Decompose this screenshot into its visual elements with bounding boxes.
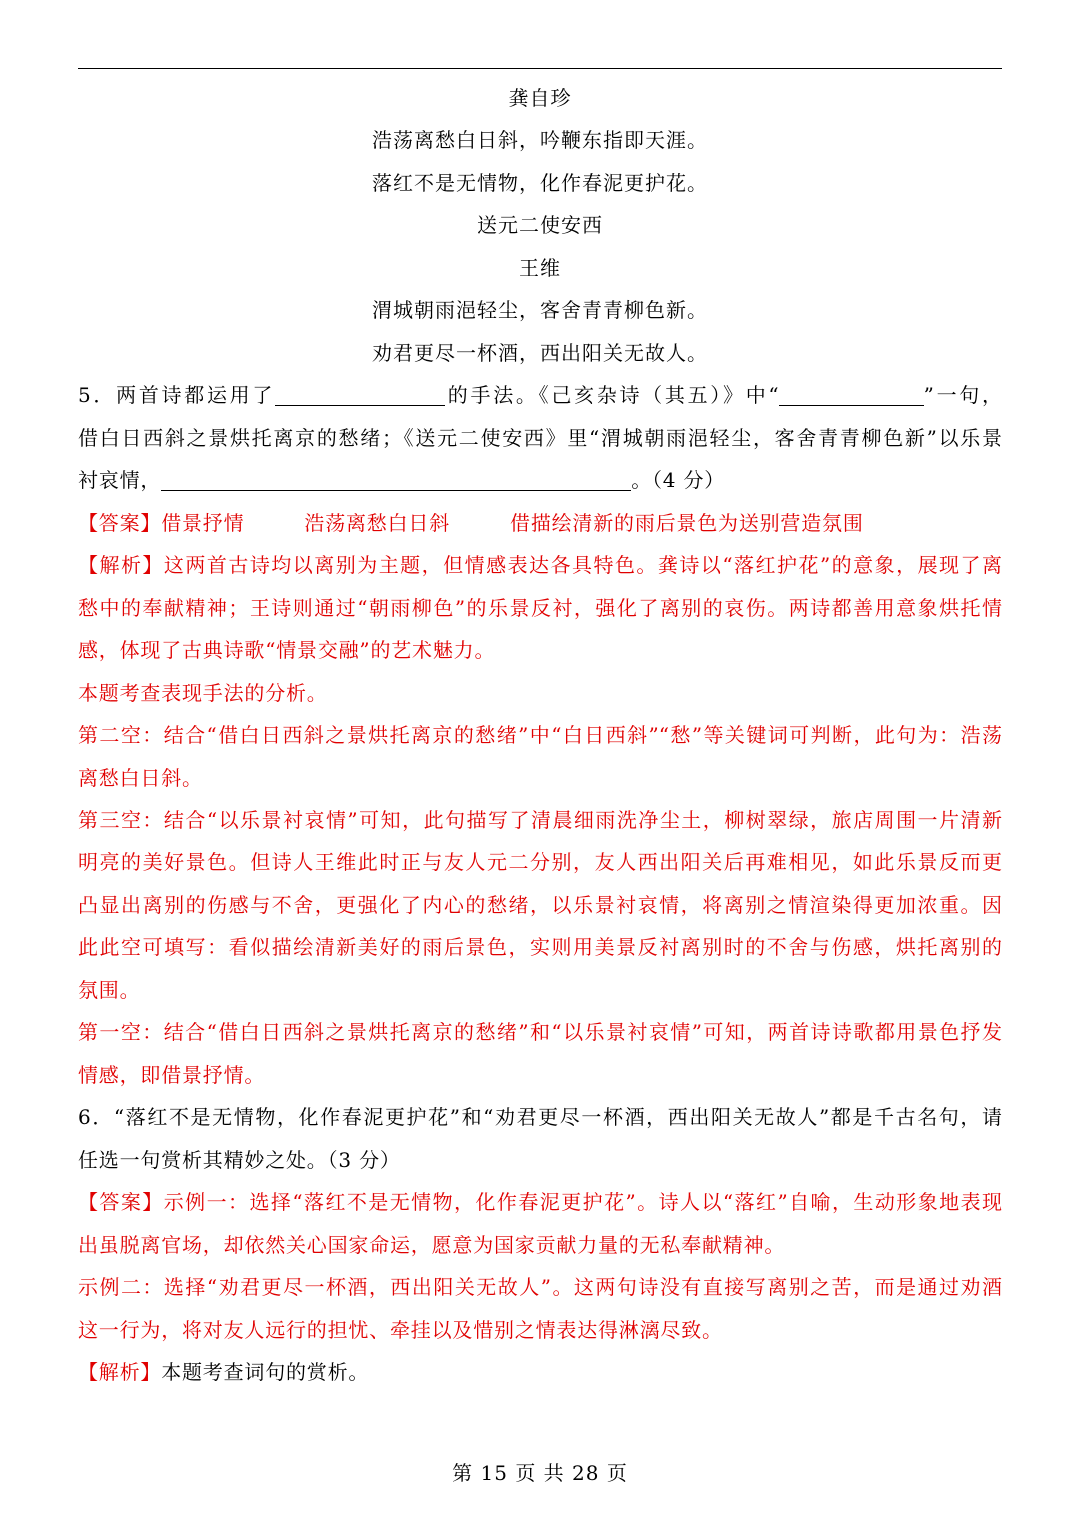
question-5-line: 借白日西斜之景烘托离京的愁绪；《送元二使安西》里“渭城朝雨浥轻尘，客舍青青柳色新”以乐景 <box>78 425 1002 450</box>
question-text: 5．两首诗都运用了 <box>78 383 276 408</box>
poem2-title: 送元二使安西 <box>477 213 603 238</box>
analysis-label: 【解析】 <box>78 1360 162 1385</box>
analysis-label: 【解析】 <box>78 553 164 578</box>
answer-item: 借描绘清新的雨后景色为送别营造氛围 <box>510 510 864 535</box>
question-5-line <box>78 459 1002 501</box>
poem-line: 劝君更尽一杯酒，西出阳关无故人。 <box>372 340 708 365</box>
page-content <box>78 77 1002 1394</box>
poem-line: 落红不是无情物，化作春泥更护花。 <box>372 170 708 195</box>
q6-answer-line <box>78 1181 1002 1223</box>
poem2-author: 王维 <box>519 255 561 280</box>
q5-blank2-line: 第二空：结合“借白日西斜之景烘托离京的愁绪”中“白日西斜”“愁”等关键词可判断，此句为：浩荡 <box>78 723 1002 748</box>
poem1-author: 龚自珍 <box>508 86 572 110</box>
q6-analysis <box>78 1351 1002 1393</box>
answer-label: 【答案】 <box>78 510 162 535</box>
question-5-line <box>78 374 1002 416</box>
q5-analysis-focus: 本题考查表现手法的分析。 <box>78 680 328 705</box>
q5-blank3-line: 明亮的美好景色。但诗人王维此时正与友人元二分别，友人西出阳关后再难相见，如此乐景反而更 <box>78 850 1002 875</box>
q5-blank2-line: 离愁白日斜。 <box>78 765 203 790</box>
q5-analysis-line: 愁中的奉献精神；王诗则通过“朝雨柳色”的乐景反衬，强化了离别的哀伤。两诗都善用意象烘托情 <box>78 595 1002 620</box>
q6-answer-line: 示例二：选择“劝君更尽一杯酒，西出阳关无故人”。这两句诗没有直接写离别之苦，而是通过劝酒 <box>78 1275 1002 1300</box>
q5-blank3-line: 此此空可填写：看似描绘清新美好的雨后景色，实则用美景反衬离别时的不舍与伤感，烘托离别的 <box>78 935 1002 960</box>
question-text: 。（4 分） <box>631 468 726 493</box>
question-text: ”一句， <box>923 383 1002 408</box>
answer-blank <box>779 391 924 406</box>
q5-blank3-line: 第三空：结合“以乐景衬哀情”可知，此句描写了清晨细雨洗净尘土，柳树翠绿，旅店周围一片清新 <box>78 807 1002 832</box>
poem-line: 渭城朝雨浥轻尘，客舍青青柳色新。 <box>372 298 708 323</box>
answer-blank <box>275 391 445 406</box>
header-rule <box>78 68 1002 69</box>
answer-item: 借景抒情 <box>161 510 245 535</box>
analysis-text: 这两首古诗均以离别为主题，但情感表达各具特色。龚诗以“落红护花”的意象，展现了离 <box>163 553 1002 578</box>
question-6-line: 6．“落红不是无情物，化作春泥更护花”和“劝君更尽一杯酒，西出阳关无故人”都是千古名句，请 <box>78 1105 1002 1130</box>
answer-label: 【答案】 <box>78 1190 164 1215</box>
answer-blank <box>161 476 631 491</box>
answer-item: 浩荡离愁白日斜 <box>304 510 451 535</box>
q5-blank3-line: 凸显出离别的伤感与不舍，更强化了内心的愁绪，以乐景衬哀情，将离别之情渲染得更加浓重。因 <box>78 892 1002 917</box>
answer-text: 示例一：选择“落红不是无情物，化作春泥更护花”。诗人以“落红”自喻，生动形象地表现 <box>163 1190 1002 1215</box>
analysis-text: 本题考查词句的赏析。 <box>161 1360 370 1385</box>
q5-blank3-line: 氛围。 <box>78 977 141 1002</box>
q5-analysis-line: 感，体现了古典诗歌“情景交融”的艺术魅力。 <box>78 638 496 663</box>
page-number: 第 15 页 共 28 页 <box>452 1461 628 1485</box>
question-text: 的手法。《己亥杂诗（其五）》中“ <box>445 383 779 408</box>
q6-answer-line: 这一行为，将对友人远行的担忧、牵挂以及惜别之情表达得淋漓尽致。 <box>78 1317 723 1342</box>
q5-blank1-line: 第一空：结合“借白日西斜之景烘托离京的愁绪”和“以乐景衬哀情”可知，两首诗诗歌都用景色抒发 <box>78 1020 1002 1045</box>
question-text: 衬哀情， <box>78 468 162 493</box>
q6-answer-line: 出虽脱离官场，却依然关心国家命运，愿意为国家贡献力量的无私奉献精神。 <box>78 1232 786 1257</box>
q5-analysis-line <box>78 544 1002 586</box>
poem-line: 浩荡离愁白日斜，吟鞭东指即天涯。 <box>372 128 708 153</box>
q5-blank1-line: 情感，即借景抒情。 <box>78 1062 266 1087</box>
q5-answer <box>78 502 1002 544</box>
question-6-line: 任选一句赏析其精妙之处。（3 分） <box>78 1147 401 1172</box>
